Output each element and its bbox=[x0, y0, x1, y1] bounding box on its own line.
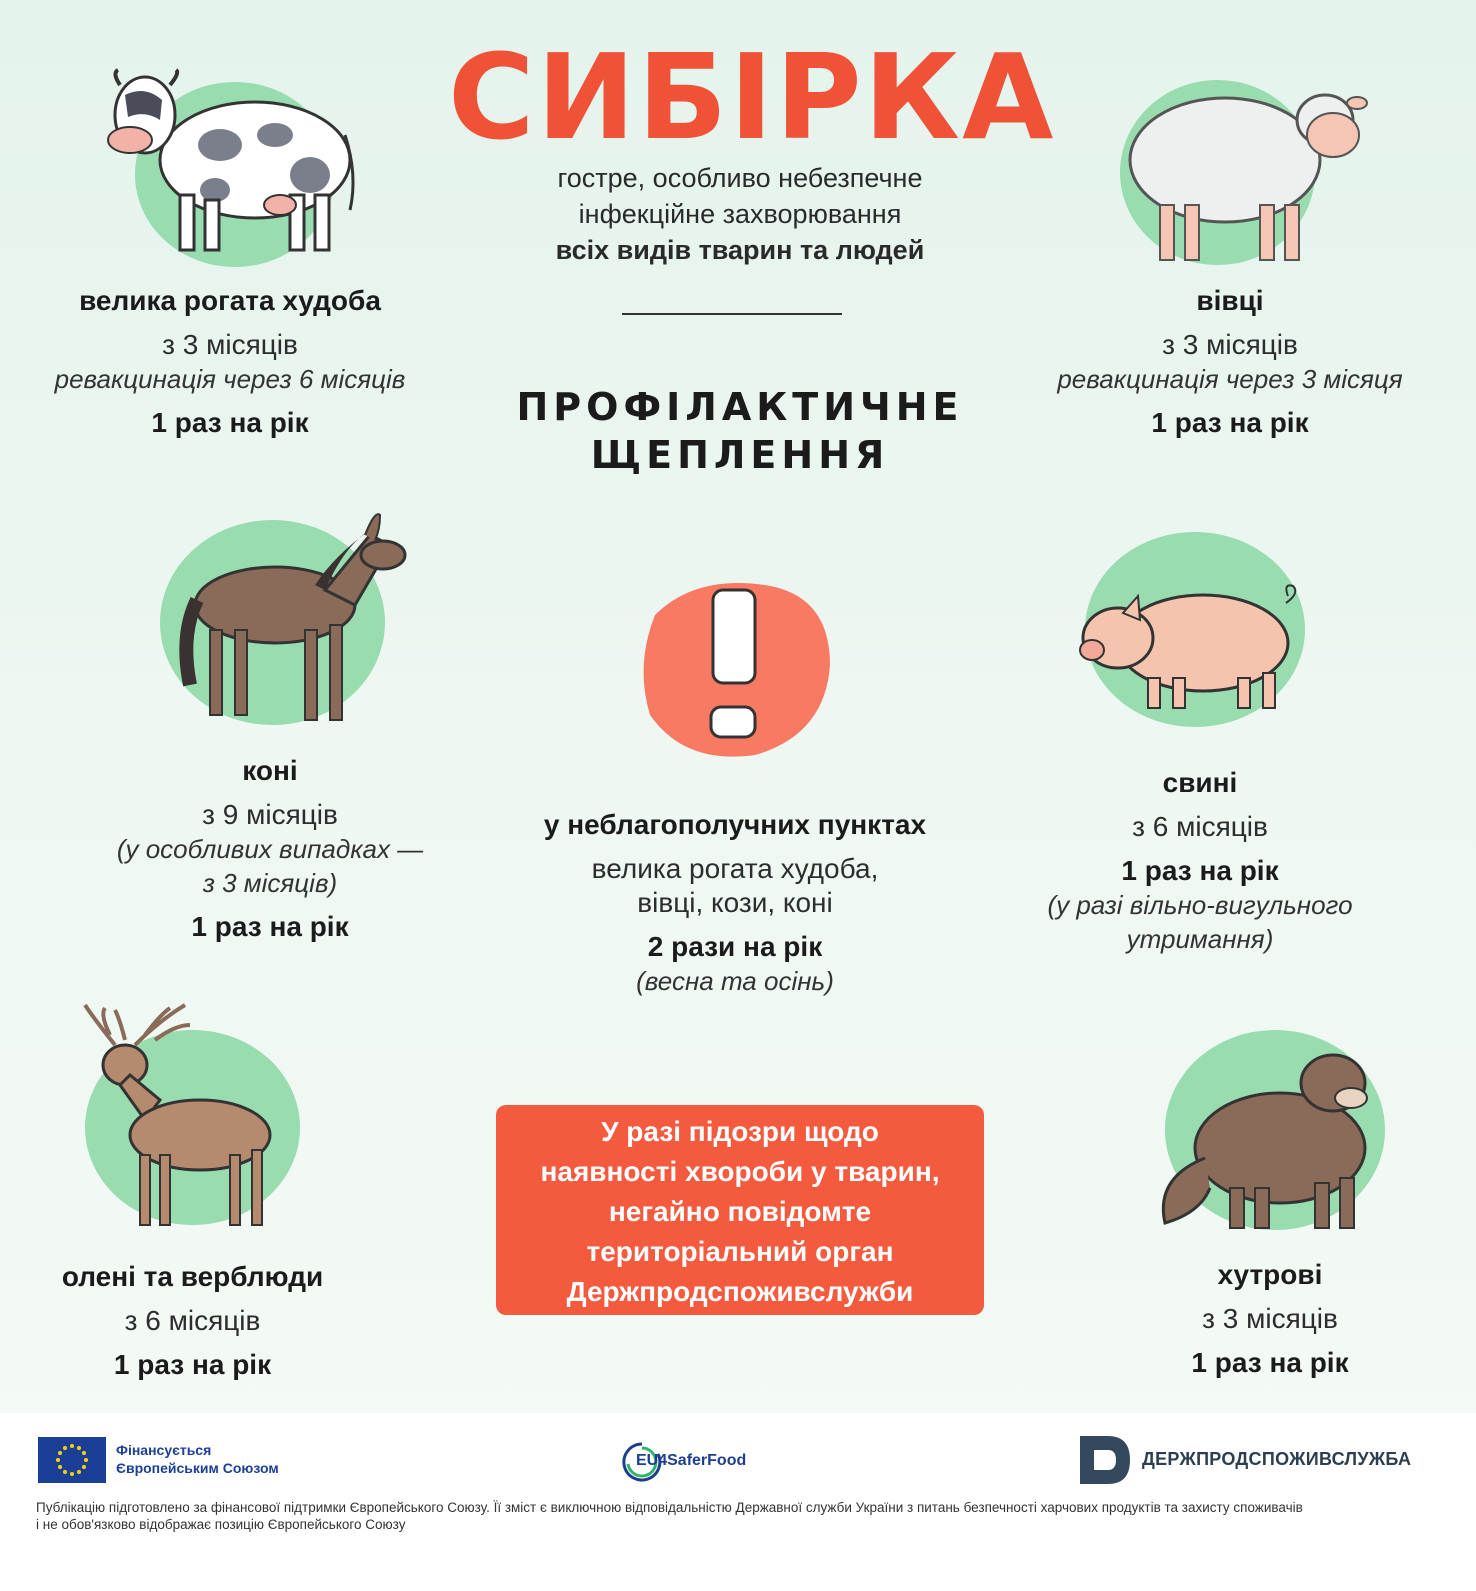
eu-flag-icon bbox=[38, 1437, 106, 1483]
prevention-heading bbox=[470, 383, 1010, 479]
disease-description bbox=[470, 160, 1010, 268]
deer-info bbox=[20, 1260, 365, 1382]
horses-info bbox=[80, 754, 460, 944]
horse-icon bbox=[175, 505, 410, 725]
alert-line-4: територіальний орган bbox=[586, 1236, 894, 1267]
cow-icon bbox=[100, 65, 360, 265]
pig-icon bbox=[1078, 578, 1303, 718]
unfavorable-line-1: велика рогата худоба, bbox=[591, 853, 879, 884]
sheep-revaccination: ревакцинація через 3 місяця bbox=[1057, 364, 1403, 394]
description-line-3: всіх видів тварин та людей bbox=[555, 235, 925, 265]
horses-frequency: 1 раз на рік bbox=[191, 911, 349, 942]
prevention-line-1: ПРОФІЛАКТИЧНЕ bbox=[516, 385, 964, 429]
pigs-frequency: 1 раз на рік bbox=[1121, 855, 1279, 886]
cattle-frequency: 1 раз на рік bbox=[151, 407, 309, 438]
alert-line-3: негайно повідомте bbox=[608, 1196, 872, 1227]
prevention-line-2: ЩЕПЛЕННЯ bbox=[590, 433, 890, 477]
horses-note-line-2: з 3 місяців) bbox=[202, 868, 338, 898]
divider bbox=[622, 313, 842, 315]
alert-line-1: У разі підозри щодо bbox=[601, 1116, 879, 1147]
horses-note-line-1: (у особливих випадках — bbox=[116, 834, 424, 864]
unfavorable-line-2: вівці, кози, коні bbox=[637, 887, 833, 918]
fur-info bbox=[1100, 1258, 1440, 1380]
unfavorable-title: у неблагополучних пунктах bbox=[543, 809, 927, 840]
alert-line-2: наявності хвороби у тварин, bbox=[540, 1156, 940, 1187]
eu-funding-line-2: Європейським Союзом bbox=[116, 1460, 279, 1476]
agency-name: ДЕРЖПРОДСПОЖИВСЛУЖБА bbox=[1142, 1449, 1412, 1469]
deer-icon bbox=[80, 1000, 280, 1230]
alert-line-5: Держпродспоживслужби bbox=[566, 1276, 914, 1307]
deer-frequency: 1 раз на рік bbox=[113, 1349, 272, 1380]
eu-funding-line-1: Фінансується bbox=[116, 1442, 212, 1458]
mink-icon bbox=[1155, 1038, 1390, 1238]
pigs-info bbox=[1010, 766, 1390, 956]
horses-name: коні bbox=[242, 755, 298, 786]
fur-name: хутрові bbox=[1217, 1259, 1323, 1290]
sheep-icon bbox=[1125, 65, 1370, 275]
pigs-note-line-1: (у разі вільно-вигульного bbox=[1047, 890, 1353, 920]
description-line-1: гостре, особливо небезпечне bbox=[557, 163, 923, 193]
cattle-revaccination: ревакцинація через 6 місяців bbox=[54, 364, 406, 394]
unfavorable-info bbox=[470, 808, 1000, 998]
fur-age: з 3 місяців bbox=[1202, 1303, 1338, 1334]
disclaimer bbox=[36, 1499, 1446, 1533]
pigs-age: з 6 місяців bbox=[1132, 811, 1268, 842]
eu-funding-label bbox=[116, 1441, 279, 1477]
disclaimer-line-1: Публікацію підготовлено за фінансової підтримки Європейського Союзу. Її зміст є виключною відповідальністю Державної служби України з питань безпечності харчових продуктів та захисту споживачів bbox=[36, 1500, 1303, 1515]
horses-age: з 9 місяців bbox=[202, 799, 338, 830]
cattle-age: з 3 місяців bbox=[162, 329, 298, 360]
description-line-2: інфекційне захворювання bbox=[578, 199, 902, 229]
exclamation-icon bbox=[635, 575, 835, 765]
agency-logo-icon bbox=[1080, 1436, 1130, 1484]
sheep-name: вівці bbox=[1196, 285, 1264, 316]
disclaimer-line-2: і не обов'язково відображає позицію Європейського Союзу bbox=[36, 1517, 406, 1532]
sheep-age: з 3 місяців bbox=[1162, 329, 1298, 360]
page-title: СИБІРКА bbox=[448, 28, 1056, 166]
deer-age: з 6 місяців bbox=[124, 1305, 261, 1336]
fur-frequency: 1 раз на рік bbox=[1191, 1347, 1349, 1378]
pigs-note-line-2: утримання) bbox=[1126, 924, 1274, 954]
deer-name: олені та верблюди bbox=[61, 1261, 324, 1292]
sheep-info bbox=[1030, 284, 1430, 440]
cattle-name: велика рогата худоба bbox=[79, 285, 381, 316]
unfavorable-note: (весна та осінь) bbox=[636, 966, 834, 996]
pigs-name: свині bbox=[1162, 767, 1238, 798]
unfavorable-frequency: 2 рази на рік bbox=[647, 931, 823, 962]
alert-text bbox=[496, 1112, 984, 1312]
eu4saferfood-label: EU4SaferFood bbox=[636, 1452, 747, 1469]
cattle-info bbox=[40, 284, 420, 440]
sheep-frequency: 1 раз на рік bbox=[1151, 407, 1309, 438]
